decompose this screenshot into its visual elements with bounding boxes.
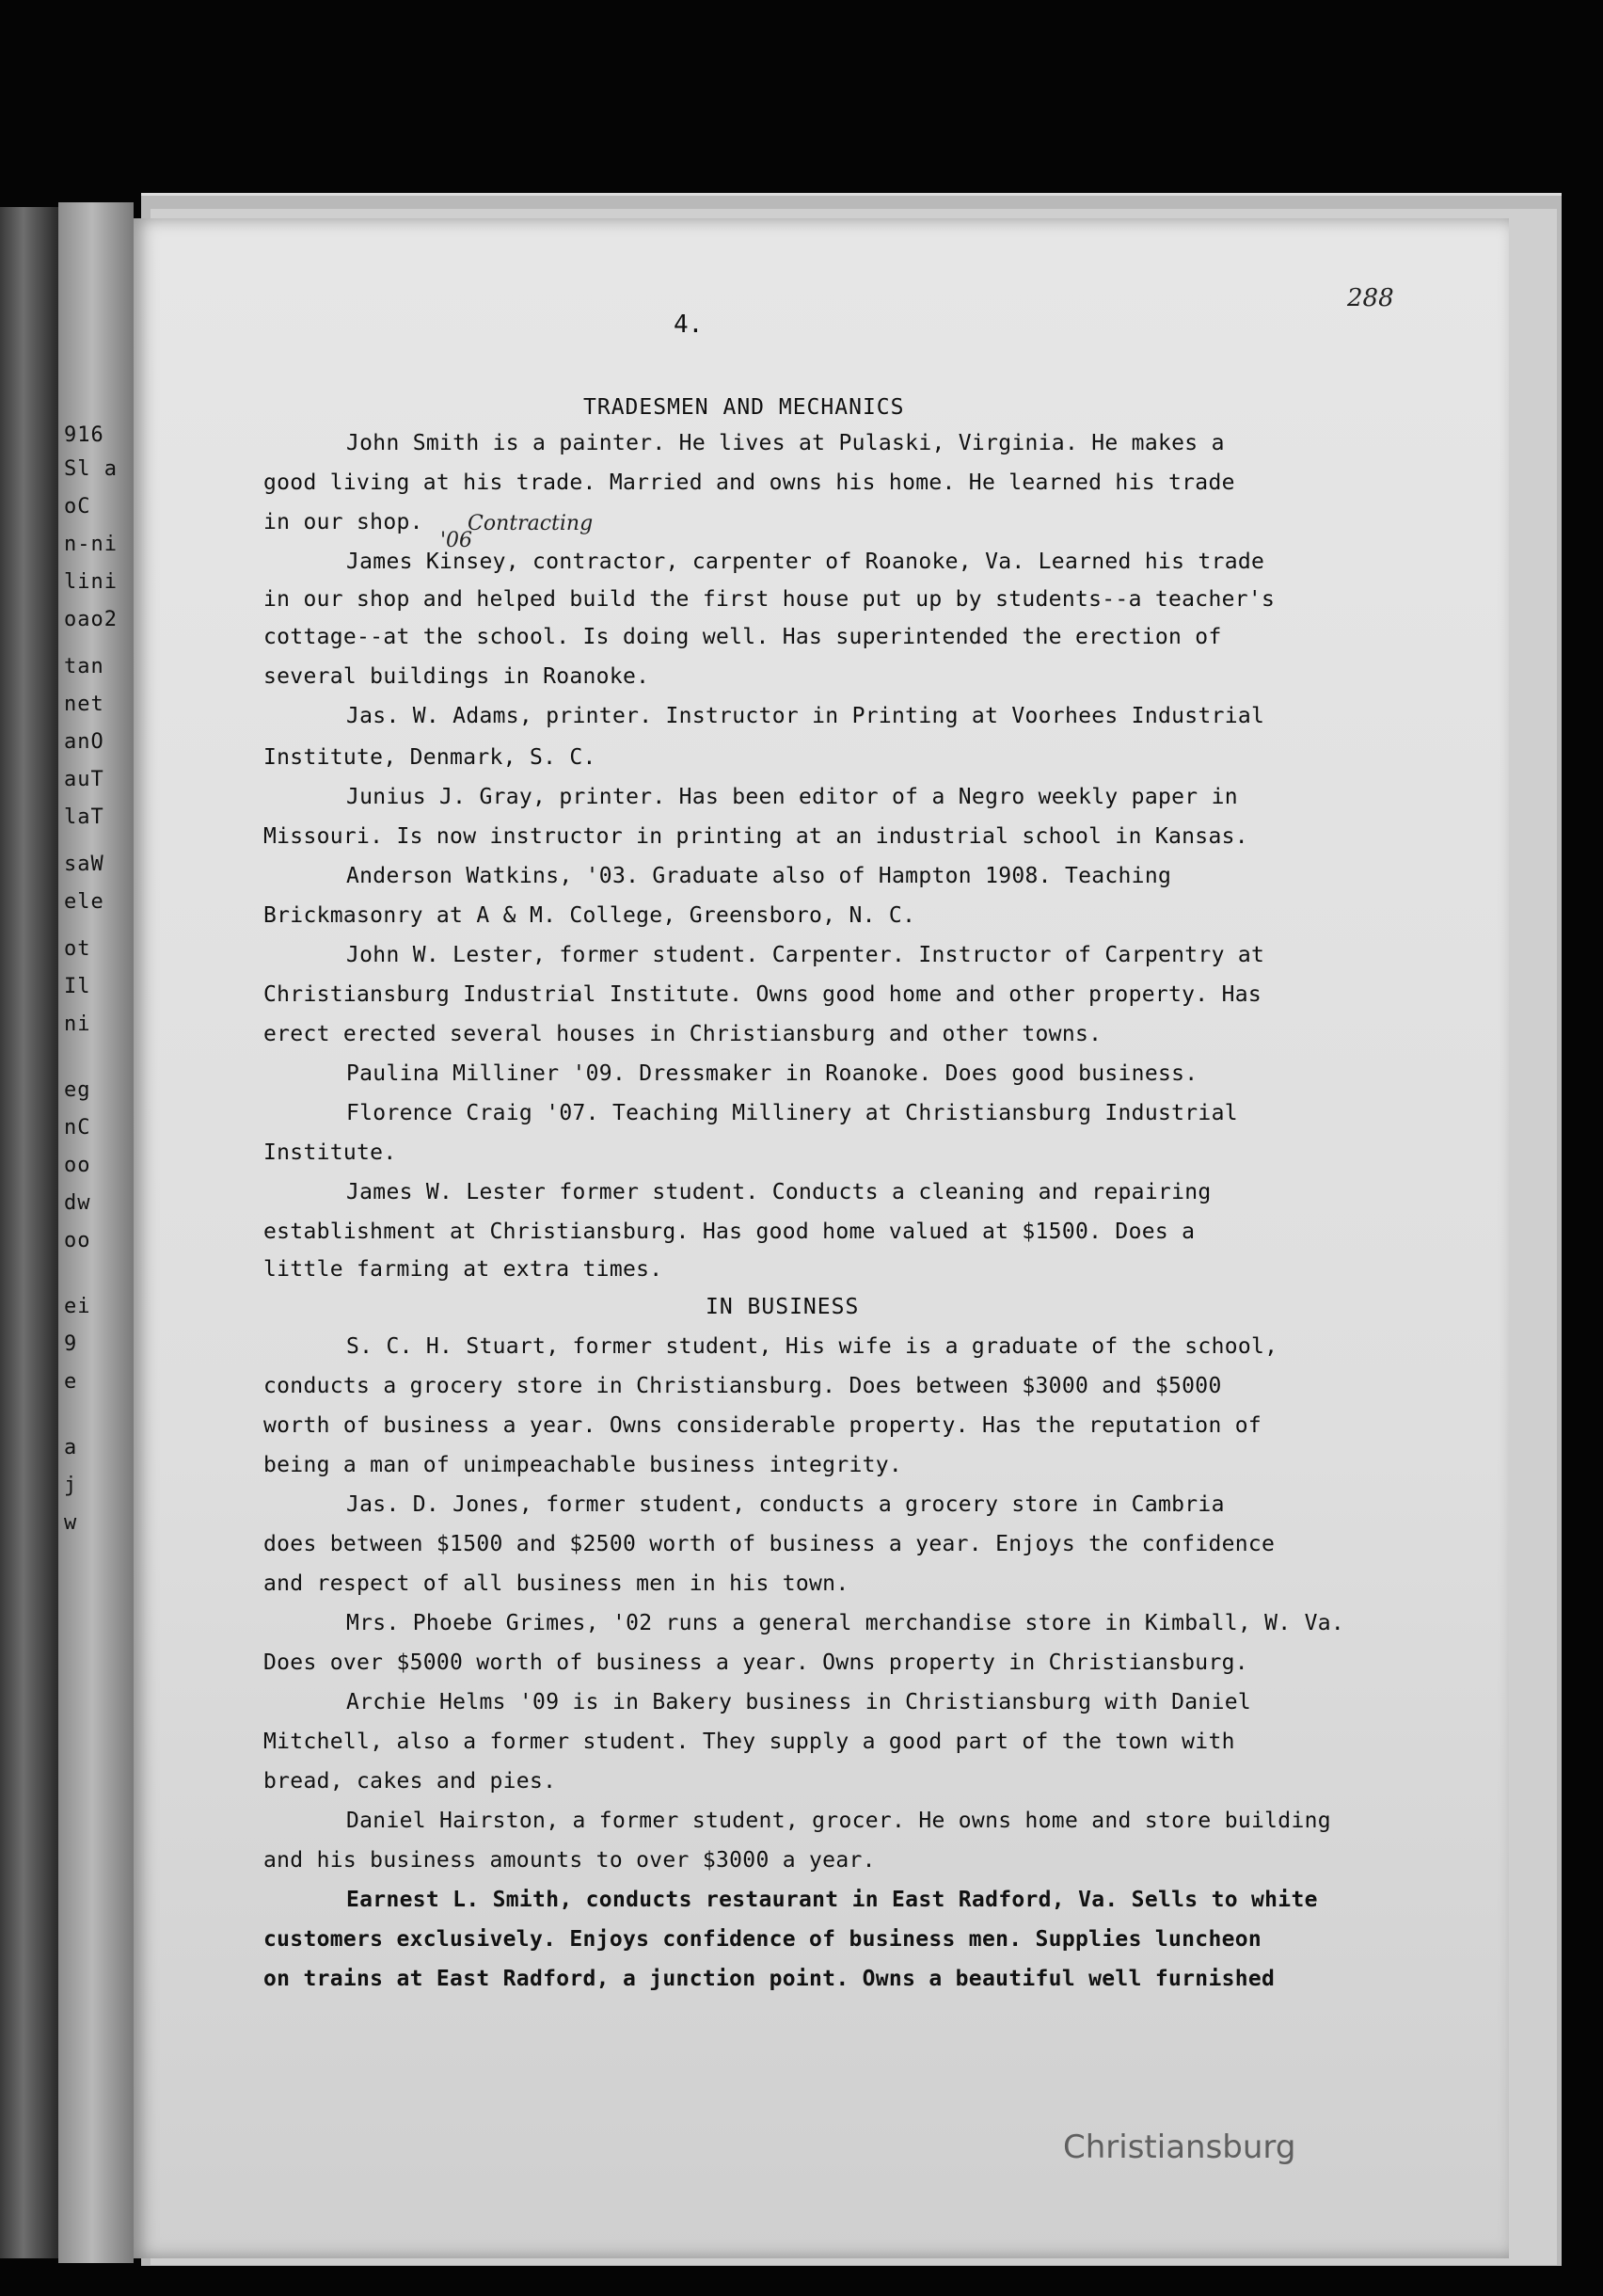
adjacent-page-text: ei	[64, 1295, 91, 1318]
text-line: Anderson Watkins, '03. Graduate also of Hampton 1908. Teaching	[346, 864, 1172, 888]
adjacent-page-text: oao2	[64, 608, 118, 631]
text-line: cottage--at the school. Is doing well. Has superintended the erection of	[263, 625, 1222, 649]
text-line: and respect of all business men in his town.	[263, 1571, 849, 1596]
section-heading: IN BUSINESS	[706, 1295, 860, 1319]
text-line: Jas. W. Adams, printer. Instructor in Printing at Voorhees Industrial	[346, 704, 1265, 728]
handwritten-year: '06	[440, 529, 473, 552]
adjacent-page-text: anO	[64, 730, 104, 754]
adjacent-page-text: Il	[64, 975, 91, 998]
text-line: Jas. D. Jones, former student, conducts a grocery store in Cambria	[346, 1492, 1225, 1517]
text-line: conducts a grocery store in Christiansburg. Does between $3000 and $5000	[263, 1374, 1222, 1398]
text-line: John W. Lester, former student. Carpenter. Instructor of Carpentry at	[346, 943, 1265, 967]
text-line: Florence Craig '07. Teaching Millinery at Christiansburg Industrial	[346, 1101, 1238, 1125]
text-line: little farming at extra times.	[263, 1257, 663, 1282]
document-page	[134, 218, 1509, 2258]
adjacent-page-text: 9	[64, 1332, 78, 1356]
adjacent-page-text: n-ni	[64, 533, 118, 556]
adjacent-page-strip	[58, 202, 134, 2263]
text-line: in our shop.	[263, 510, 423, 534]
adjacent-page-text: eg	[64, 1078, 91, 1102]
adjacent-page-text: Sl a	[64, 457, 118, 481]
adjacent-page-text: auT	[64, 768, 104, 791]
adjacent-page-text: ele	[64, 890, 104, 914]
adjacent-page-text: lini	[64, 570, 118, 594]
adjacent-page-text: oC	[64, 495, 91, 518]
handwritten-insert: Contracting	[468, 512, 594, 535]
typed-page-number: 4.	[674, 311, 704, 339]
text-line: Daniel Hairston, a former student, grocer. He owns home and store building	[346, 1809, 1331, 1833]
text-line: Does over $5000 worth of business a year. Owns property in Christiansburg.	[263, 1650, 1248, 1675]
binding-edge	[0, 207, 58, 2258]
text-line: in our shop and helped build the first house put up by students--a teacher's	[263, 587, 1276, 612]
text-line: customers exclusively. Enjoys confidence of business men. Supplies luncheon	[263, 1927, 1262, 1952]
adjacent-page-text: tan	[64, 655, 104, 678]
text-line: being a man of unimpeachable business integrity.	[263, 1453, 903, 1477]
handwritten-page-number: 288	[1347, 284, 1394, 312]
adjacent-page-text: 916	[64, 423, 104, 447]
text-line: Junius J. Gray, printer. Has been editor of a Negro weekly paper in	[346, 785, 1238, 809]
text-line: Mitchell, also a former student. They supply a good part of the town with	[263, 1730, 1235, 1754]
adjacent-page-text: a	[64, 1436, 78, 1459]
text-line: does between $1500 and $2500 worth of business a year. Enjoys the confidence	[263, 1532, 1276, 1556]
adjacent-page-text: laT	[64, 805, 104, 829]
text-line: James W. Lester former student. Conducts a cleaning and repairing	[346, 1180, 1212, 1204]
adjacent-page-text: j	[64, 1474, 78, 1497]
text-line: Institute, Denmark, S. C.	[263, 745, 596, 770]
adjacent-page-text: oo	[64, 1154, 91, 1177]
text-line: Archie Helms '09 is in Bakery business in Christiansburg with Daniel	[346, 1690, 1252, 1714]
text-line: John Smith is a painter. He lives at Pulaski, Virginia. He makes a	[346, 431, 1225, 455]
adjacent-page-text: dw	[64, 1191, 91, 1215]
section-heading: TRADESMEN AND MECHANICS	[583, 395, 905, 420]
text-line: bread, cakes and pies.	[263, 1769, 557, 1794]
watermark: Christiansburg	[1063, 2129, 1296, 2166]
text-line: James Kinsey, contractor, carpenter of Roanoke, Va. Learned his trade	[346, 550, 1265, 574]
adjacent-page-text: net	[64, 693, 104, 716]
text-line: on trains at East Radford, a junction point. Owns a beautiful well furnished	[263, 1967, 1276, 1991]
text-line: good living at his trade. Married and owns his home. He learned his trade	[263, 470, 1235, 495]
text-line: Brickmasonry at A & M. College, Greensboro, N. C.	[263, 903, 916, 928]
text-line: Mrs. Phoebe Grimes, '02 runs a general merchandise store in Kimball, W. Va.	[346, 1611, 1345, 1635]
text-line: Paulina Milliner '09. Dressmaker in Roanoke. Does good business.	[346, 1061, 1198, 1086]
adjacent-page-text: e	[64, 1370, 78, 1394]
text-line: worth of business a year. Owns considerable property. Has the reputation of	[263, 1413, 1262, 1438]
text-line: Institute.	[263, 1140, 397, 1165]
adjacent-page-text: oo	[64, 1229, 91, 1252]
text-line: Missouri. Is now instructor in printing at an industrial school in Kansas.	[263, 824, 1248, 849]
adjacent-page-text: w	[64, 1511, 78, 1535]
adjacent-page-text: ni	[64, 1012, 91, 1036]
text-line: and his business amounts to over $3000 a year.	[263, 1848, 876, 1873]
text-line: erect erected several houses in Christiansburg and other towns.	[263, 1022, 1103, 1046]
text-line: Christiansburg Industrial Institute. Owns good home and other property. Has	[263, 982, 1262, 1007]
text-line: S. C. H. Stuart, former student, His wife is a graduate of the school,	[346, 1334, 1278, 1359]
text-line: Earnest L. Smith, conducts restaurant in East Radford, Va. Sells to white	[346, 1888, 1318, 1912]
text-line: establishment at Christiansburg. Has good home valued at $1500. Does a	[263, 1220, 1196, 1244]
adjacent-page-text: nC	[64, 1116, 91, 1140]
adjacent-page-text: ot	[64, 937, 91, 961]
adjacent-page-text: saW	[64, 853, 104, 876]
text-line: several buildings in Roanoke.	[263, 664, 650, 689]
